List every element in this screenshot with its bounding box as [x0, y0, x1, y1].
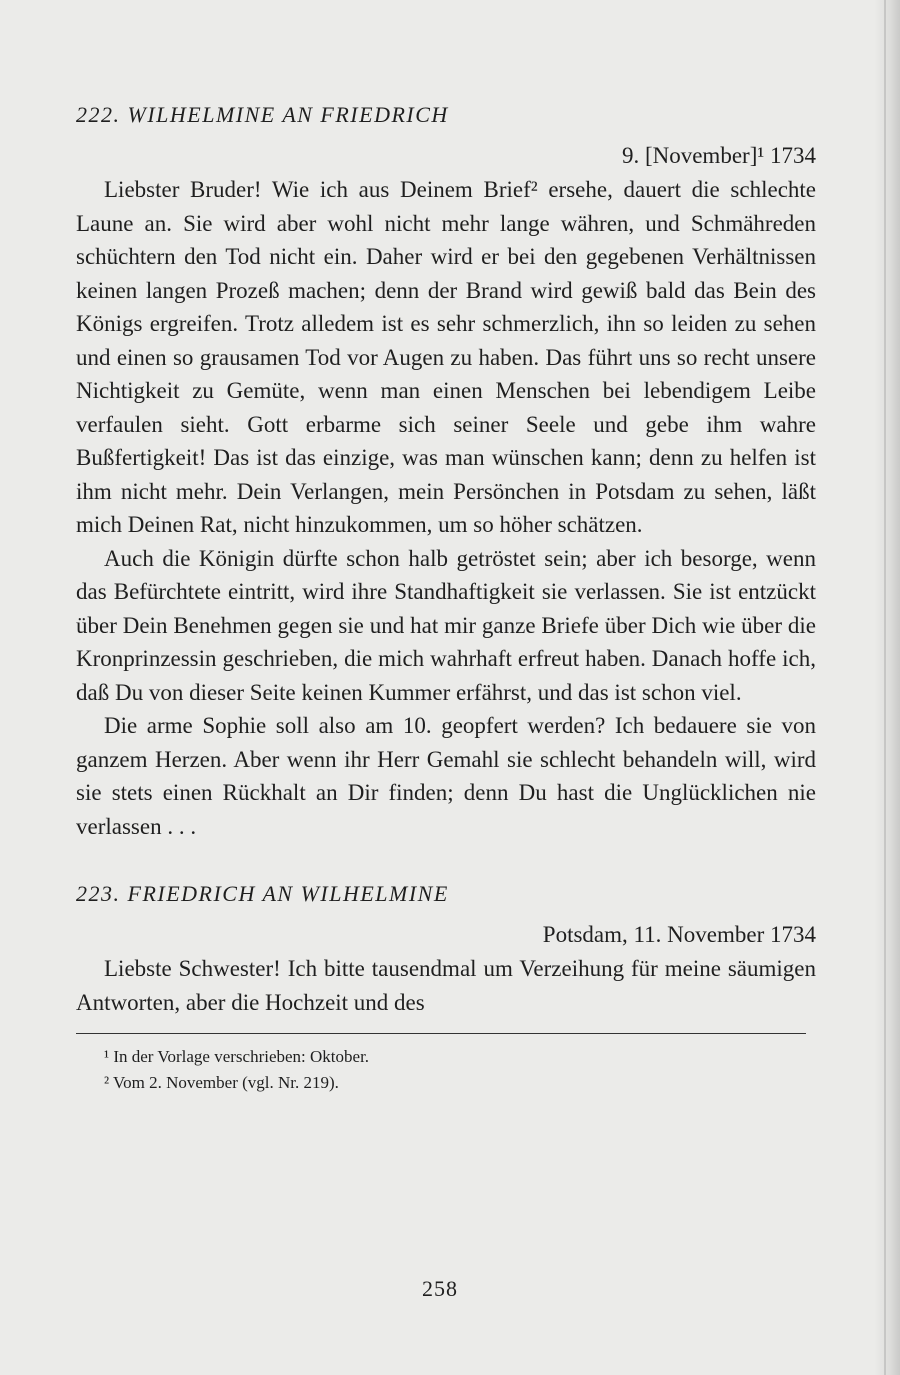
- letter-222: [76, 100, 816, 843]
- letter-heading: 222. WILHELMINE AN FRIEDRICH: [76, 102, 449, 127]
- footnotes: [76, 1044, 816, 1096]
- letter-paragraph: Liebste Schwester! Ich bitte tausendmal um Verzeihung für meine säumigen Antworten, aber die Hochzeit und des: [76, 956, 816, 1015]
- page-content: [76, 100, 816, 1096]
- page-number: 258: [422, 1276, 458, 1301]
- letter-date: 9. [November]¹ 1734: [621, 143, 816, 168]
- page-edge-line: [884, 0, 886, 1375]
- section-spacer: [76, 843, 816, 879]
- footnote: ¹ In der Vorlage verschrieben: Oktober.: [104, 1047, 370, 1066]
- footnote: ² Vom 2. November (vgl. Nr. 219).: [104, 1073, 339, 1092]
- letter-paragraph: Liebster Bruder! Wie ich aus Deinem Brief² ersehe, dauert die schlechte Laune an. Sie wird aber wohl nicht mehr lange währen, und Schmähreden schüchtern den Tod nicht ein. Daher wird er bei den gegebenen Verhältnissen keinen langen Prozeß machen; denn der Brand wird gewiß bald das Bein des Königs ergreifen. Trotz alledem ist es sehr schmerzlich, ihn so leiden zu sehen und einen so grausamen Tod vor Augen zu haben. Das führt uns so recht unsere Nichtigkeit zu Gemüte, wenn man einen Menschen bei lebendigem Leibe verfaulen sieht. Gott erbarme sich seiner Seele und gebe ihm wahre Bußfertigkeit! Das ist das einzige, was man wünschen kann; denn zu helfen ist ihm nicht mehr. Dein Verlangen, mein Persönchen in Potsdam zu sehen, läßt mich Deinen Rat, nicht hinzukommen, um so höher schätzen.: [76, 177, 816, 537]
- letter-date: Potsdam, 11. November 1734: [542, 922, 816, 947]
- footnote-divider: [76, 1033, 806, 1034]
- page-edge-shadow: [874, 0, 900, 1375]
- letter-paragraph: Die arme Sophie soll also am 10. geopfert werden? Ich bedauere sie von ganzem Herzen. Aber wenn ihr Herr Gemahl sie schlecht behandeln will, wird sie stets einen Rückhalt an Dir finden; denn Du hast die Unglücklichen nie verlassen . . .: [76, 713, 816, 839]
- letter-heading: 223. FRIEDRICH AN WILHELMINE: [76, 881, 449, 906]
- letter-paragraph: Auch die Königin dürfte schon halb getröstet sein; aber ich besorge, wenn das Befürchtete eintritt, wird ihre Standhaftigkeit sie verlassen. Sie ist entzückt über Dein Benehmen gegen sie und hat mir ganze Briefe über Dich wie über die Kronprinzessin geschrieben, die mich wahrhaft erfreut haben. Danach hoffe ich, daß Du von dieser Seite keinen Kummer erfährst, und das ist schon viel.: [76, 545, 816, 705]
- letter-223: [76, 879, 816, 1019]
